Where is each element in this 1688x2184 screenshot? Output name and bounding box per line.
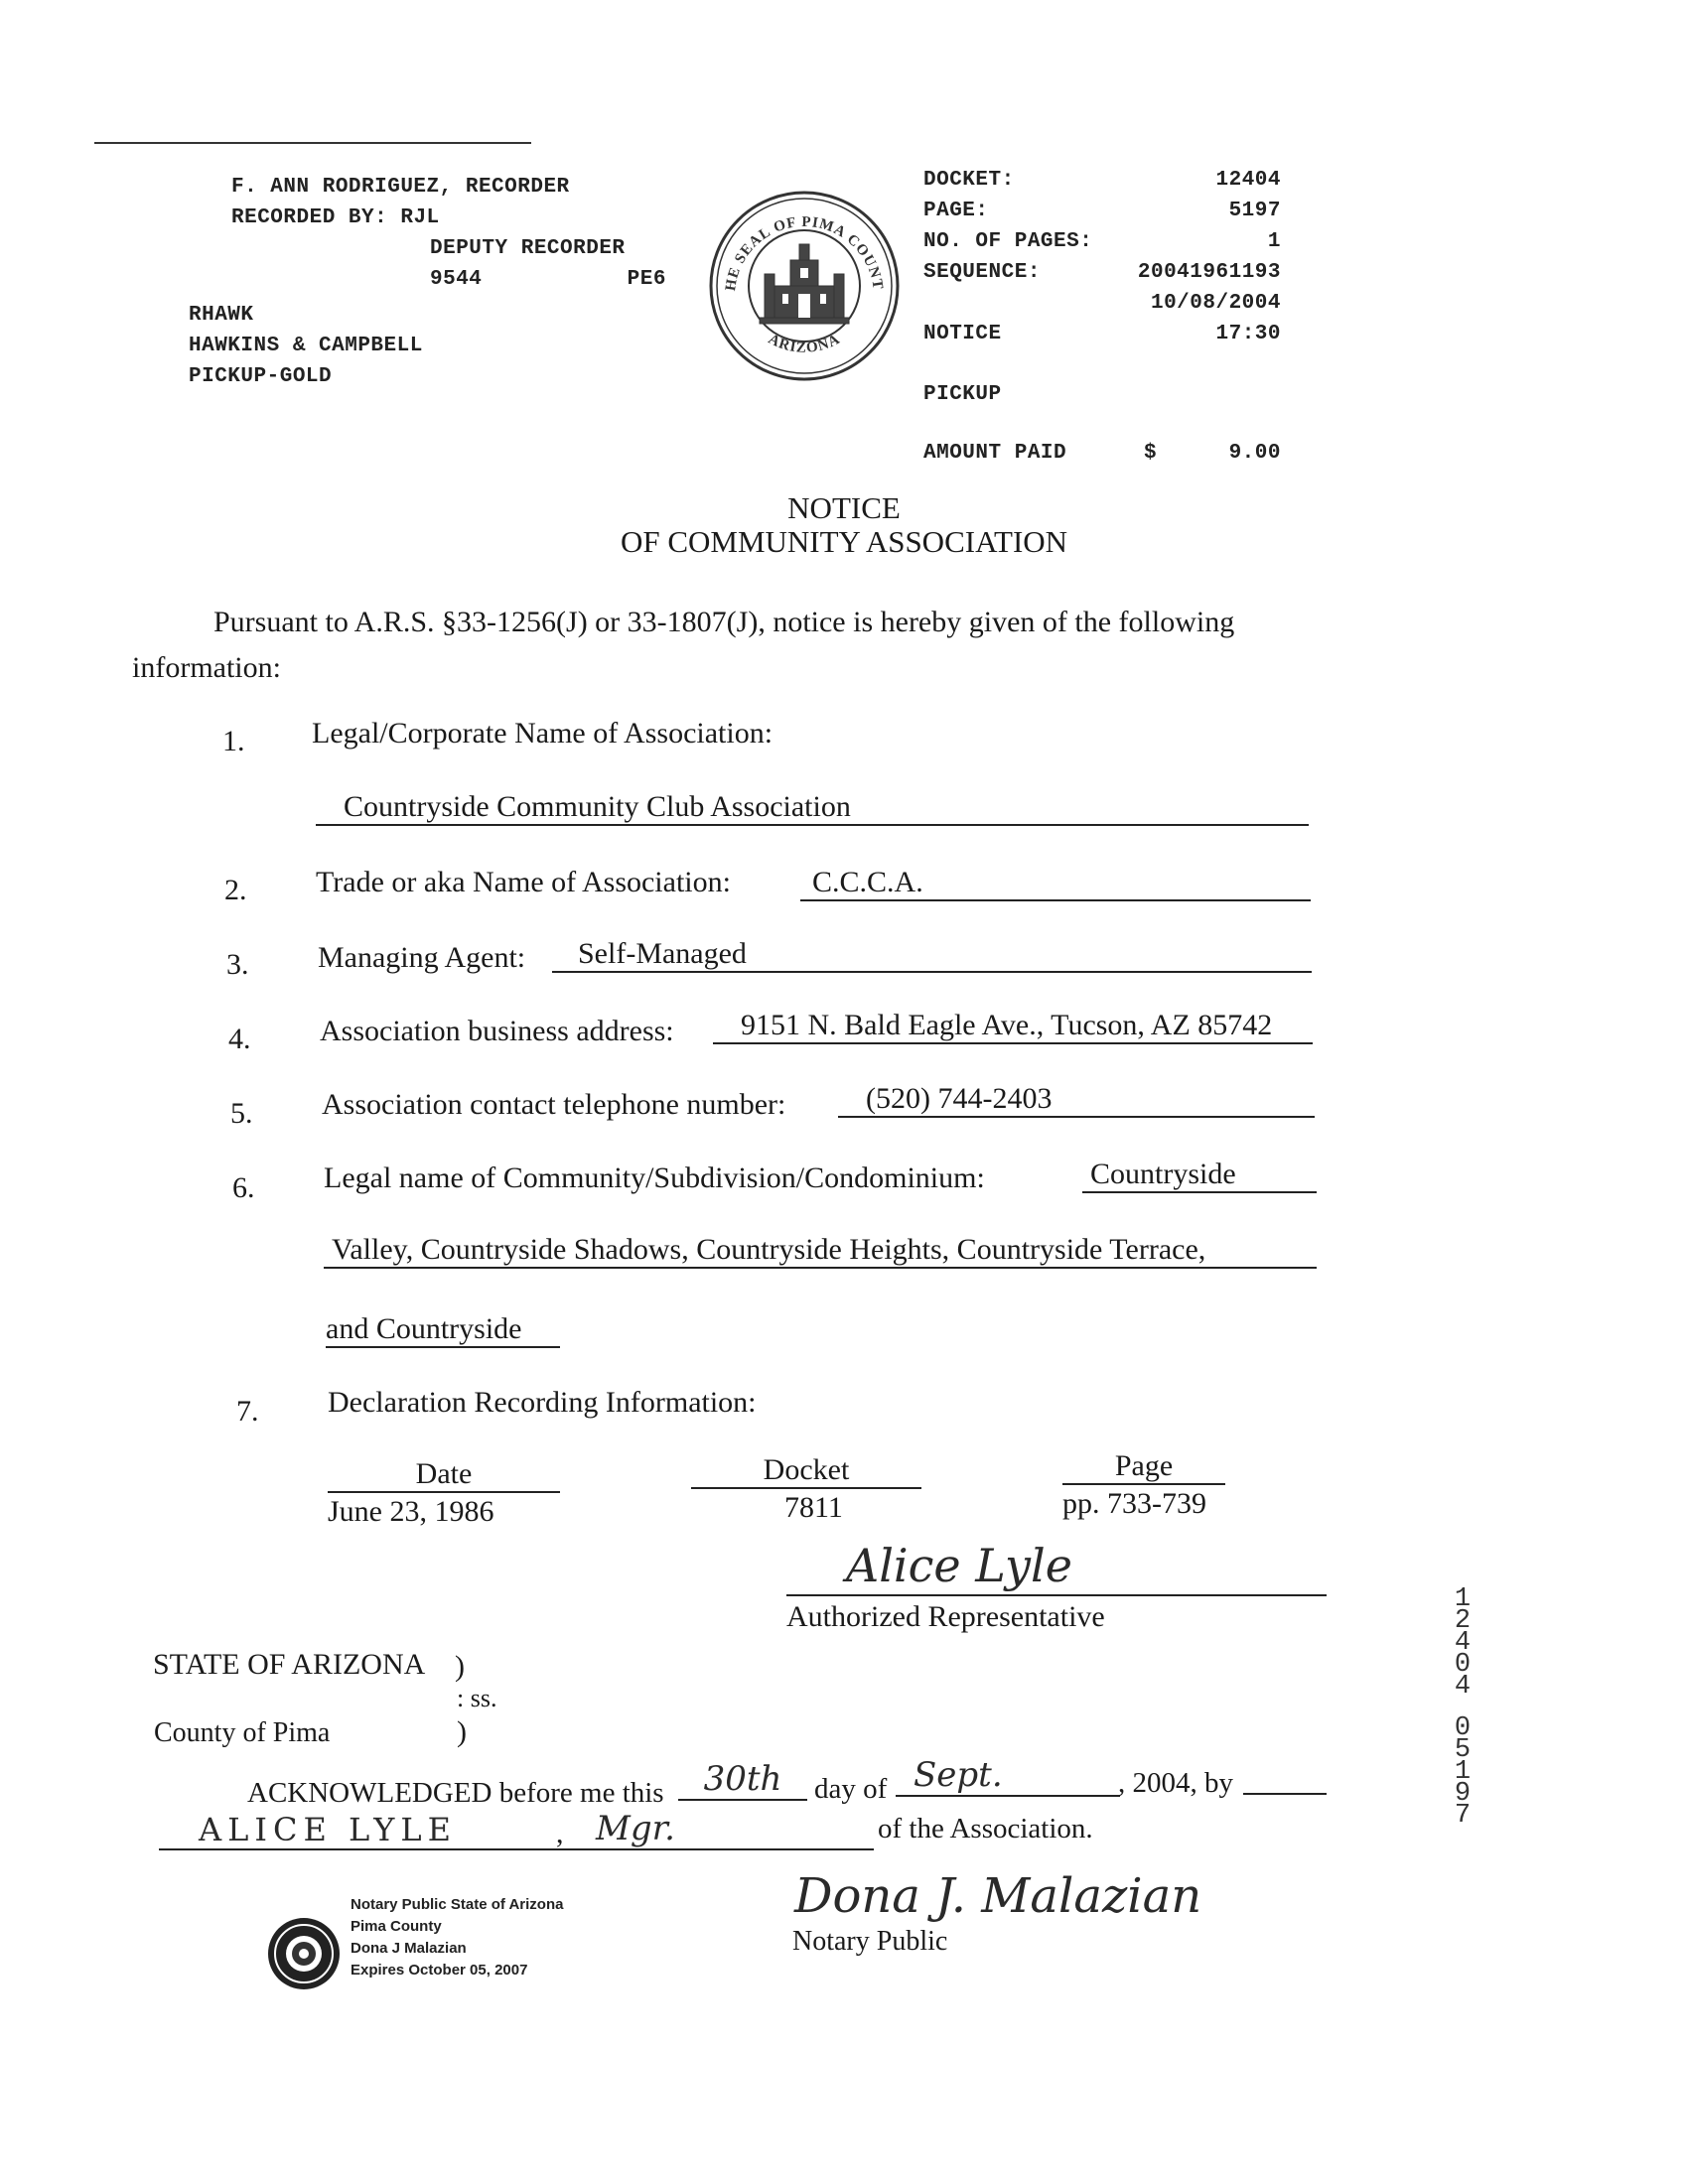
amount-currency: $ (1144, 442, 1158, 465)
notary-caption: Notary Public (792, 1926, 948, 1957)
recorded-by-value: RJL (400, 206, 440, 229)
recorded-by-label: RECORDED BY: (231, 206, 388, 229)
amount-row (923, 438, 1281, 469)
page-label: PAGE: (923, 200, 989, 222)
venue-paren-2: ) (457, 1715, 467, 1748)
docket-row (923, 165, 1281, 196)
signature-caption: Authorized Representative (786, 1600, 1105, 1633)
ack-title: Mgr. (596, 1809, 675, 1848)
recorder-name: F. ANN RODRIGUEZ, RECORDER (231, 176, 570, 199)
county-seal-icon (705, 187, 904, 385)
item-3-label: Managing Agent: (318, 941, 526, 974)
declaration-page: pp. 733-739 (1062, 1487, 1206, 1520)
title-line-1: NOTICE (787, 490, 901, 525)
document-title (0, 491, 1688, 559)
venue-ss: : ss. (457, 1684, 497, 1712)
item-7-label: Declaration Recording Information: (328, 1386, 757, 1419)
page-row (923, 196, 1281, 226)
item-6-value-2: Valley, Countryside Shadows, Countryside Heights, Countryside Terrace, (324, 1233, 1317, 1269)
item-1-number: 1. (222, 725, 245, 757)
recording-delivery: PICKUP (923, 383, 1002, 406)
side-digit-4: 0 (1454, 1650, 1472, 1680)
docket-value: 12404 (1215, 169, 1281, 192)
venue-county: County of Pima (154, 1717, 331, 1748)
ack-prefix: ACKNOWLEDGED before me this (247, 1777, 664, 1809)
party-line-2: HAWKINS & CAMPBELL (189, 335, 423, 357)
item-5-number: 5. (230, 1097, 253, 1130)
recording-info (923, 165, 1281, 469)
pages-value: 1 (1267, 230, 1281, 253)
notary-stamp-line-1: Notary Public State of Arizona (351, 1896, 564, 1913)
county-seal (705, 187, 904, 385)
top-rule (94, 142, 531, 144)
notary-stamp-line-4: Expires October 05, 2007 (351, 1962, 528, 1979)
ack-by-blank (1243, 1793, 1327, 1795)
item-4-value: 9151 N. Bald Eagle Ave., Tucson, AZ 85742 (713, 1009, 1313, 1044)
item-2-label: Trade or aka Name of Association: (316, 866, 731, 898)
item-6-value-3: and Countryside (326, 1312, 560, 1348)
party-line-3: PICKUP-GOLD (189, 365, 333, 388)
docket-label: DOCKET: (923, 169, 1015, 192)
amount-label: AMOUNT PAID (923, 442, 1067, 465)
ack-year: , 2004, by (1118, 1767, 1233, 1799)
sequence-label: SEQUENCE: (923, 261, 1041, 284)
ack-name: ALICE LYLE (199, 1811, 457, 1848)
item-7-number: 7. (236, 1395, 259, 1428)
pages-label: NO. OF PAGES: (923, 230, 1093, 253)
authorized-signature: Alice Lyle (846, 1539, 1072, 1592)
ack-month: Sept. (896, 1755, 1120, 1797)
pages-row (923, 226, 1281, 257)
side-digit-9: 9 (1454, 1779, 1472, 1809)
recorder-block (231, 172, 666, 295)
recording-type: NOTICE (923, 323, 1002, 345)
recording-time: 17:30 (1215, 323, 1281, 345)
item-1-value: Countryside Community Club Association (316, 790, 1309, 826)
declaration-docket: 7811 (784, 1491, 843, 1524)
side-digit-5: 4 (1454, 1672, 1472, 1702)
venue-paren-1: ) (455, 1650, 465, 1683)
title-line-2: OF COMMUNITY ASSOCIATION (620, 524, 1068, 559)
item-3-number: 3. (226, 948, 249, 981)
party-line-1: RHAWK (189, 304, 254, 327)
notary-stamp-line-3: Dona J Malazian (351, 1940, 467, 1957)
venue-state: STATE OF ARIZONA (153, 1648, 426, 1681)
item-3-value: Self-Managed (552, 937, 1312, 973)
recording-date: 10/08/2004 (1150, 292, 1281, 315)
notary-seal-icon (266, 1916, 342, 1991)
item-2-number: 2. (224, 874, 247, 906)
item-1-label: Legal/Corporate Name of Association: (312, 717, 774, 750)
item-2-value: C.C.C.A. (800, 866, 1311, 901)
notary-stamp-line-2: Pima County (351, 1918, 442, 1935)
type-row (923, 319, 1281, 349)
side-digit-6: 0 (1454, 1713, 1472, 1743)
side-digit-1: 1 (1454, 1584, 1472, 1614)
recorder-code-2: PE6 (627, 268, 666, 291)
deputy-recorder: DEPUTY RECORDER (430, 237, 626, 260)
side-digit-10: 7 (1454, 1801, 1472, 1831)
notary-signature: Dona J. Malazian (794, 1868, 1202, 1924)
ack-suffix: of the Association. (878, 1813, 1093, 1844)
intro-line-2: information: (132, 651, 281, 684)
seal-text-top: HE SEAL OF PIMA COUNT (722, 213, 886, 293)
signature-line (786, 1594, 1327, 1596)
item-4-number: 4. (228, 1023, 251, 1055)
side-digit-7: 5 (1454, 1735, 1472, 1765)
ack-name-line (159, 1848, 874, 1850)
item-6-value-1: Countryside (1082, 1158, 1317, 1193)
declaration-page-label: Page (1062, 1449, 1225, 1485)
recorder-codes (231, 264, 666, 295)
declaration-date-label: Date (328, 1457, 560, 1493)
ack-day-of: day of (814, 1773, 888, 1805)
page-value: 5197 (1228, 200, 1281, 222)
item-5-value: (520) 744-2403 (838, 1082, 1315, 1118)
item-4-label: Association business address: (320, 1015, 674, 1047)
intro-line-1: Pursuant to A.R.S. §33-1256(J) or 33-1807(J), notice is hereby given of the following (213, 606, 1235, 638)
recorder-code-1: 9544 (430, 268, 483, 291)
item-6-label: Legal name of Community/Subdivision/Condominium: (324, 1161, 985, 1194)
seal-text-bottom: ARIZONA (766, 331, 843, 356)
recorded-by-line (231, 203, 666, 233)
declaration-date: June 23, 1986 (328, 1495, 494, 1528)
party-block (189, 300, 423, 392)
notary-seal (266, 1916, 342, 1991)
ack-comma: , (556, 1817, 564, 1849)
sequence-row (923, 257, 1281, 288)
item-5-label: Association contact telephone number: (322, 1088, 786, 1121)
side-recording-number (1448, 1584, 1477, 1831)
side-digit-3: 4 (1454, 1628, 1472, 1658)
amount-value: 9.00 (1228, 442, 1281, 465)
item-6-number: 6. (232, 1171, 255, 1204)
side-digit-2: 2 (1454, 1606, 1472, 1636)
svg-text:ARIZONA (766, 332, 843, 356)
ack-day: 30th (678, 1759, 807, 1801)
declaration-docket-label: Docket (691, 1453, 921, 1489)
side-digit-8: 1 (1454, 1757, 1472, 1787)
sequence-value: 20041961193 (1137, 261, 1281, 284)
notary-stamp-text (351, 1894, 563, 1981)
